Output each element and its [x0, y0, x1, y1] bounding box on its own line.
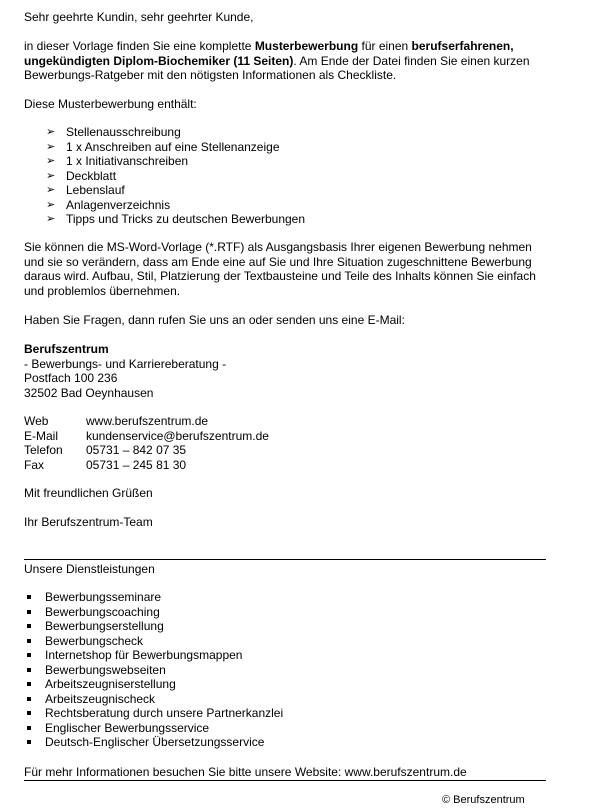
arrow-bullet-icon: ➢ — [46, 155, 56, 167]
square-bullet-icon — [27, 624, 31, 628]
contact-label: Fax — [24, 457, 45, 472]
arrow-bullet-icon: ➢ — [46, 126, 56, 138]
usage-paragraph: Sie können die MS-Word-Vorlage (*.RTF) als Ausgangsbasis Ihrer eigenen Bewerbung nehmen und sie so verändern, dass am Ende eine auf Sie und Ihre Situation zugeschnittene Bewerbung daraus wird. Aufbau, Stil, Platzierung der Textbausteine und Teile des Inhalts können Sie einfach und problemlos übernehmen. — [24, 240, 536, 298]
arrow-bullet-icon: ➢ — [46, 140, 56, 153]
table-row — [24, 429, 269, 444]
copyright-text: © Berufszentrum — [442, 794, 525, 806]
square-bullet-icon — [27, 740, 31, 744]
contact-label: Telefon — [24, 443, 63, 457]
contents-list — [46, 125, 305, 227]
company-postbox: Postfach 100 236 — [24, 371, 118, 385]
intro-text-3: . Am Ende der Datei finden Sie einen kurzen Bewerbungs-Ratgeber mit den nötigsten Informationen als Checkliste. — [24, 53, 530, 82]
services-heading: Unsere Dienstleistungen — [24, 562, 155, 576]
greeting: Sehr geehrte Kundin, sehr geehrter Kunde, — [24, 10, 254, 24]
square-bullet-icon — [27, 610, 31, 614]
contents-heading: Diese Musterbewerbung enthält: — [24, 97, 197, 111]
list-item: Bewerbungscoaching — [27, 605, 283, 620]
list-item: Rechtsberatung durch unsere Partnerkanzlei — [27, 706, 283, 721]
square-bullet-icon — [27, 595, 31, 599]
list-item: ➢ Deckblatt — [46, 168, 117, 183]
arrow-bullet-icon: ➢ — [46, 213, 56, 225]
list-item: Arbeitszeugniserstellung — [27, 677, 283, 692]
intro-text-2: für einen — [358, 39, 412, 53]
square-bullet-icon — [27, 697, 31, 701]
company-city: 32502 Bad Oeynhausen — [24, 385, 154, 400]
square-bullet-icon — [27, 668, 31, 672]
contact-phone-value: 05731 – 842 07 35 — [86, 443, 187, 457]
list-item: Arbeitszeugnischeck — [27, 692, 283, 707]
list-item: Bewerbungsseminare — [27, 590, 283, 605]
list-item: ➢ Lebenslauf — [46, 183, 125, 197]
list-item: Englischer Bewerbungsservice — [27, 721, 283, 736]
square-bullet-icon — [27, 639, 31, 643]
contact-fax-value: 05731 – 245 81 30 — [86, 457, 187, 472]
contact-label: Web — [24, 414, 49, 428]
arrow-bullet-icon: ➢ — [46, 169, 56, 182]
square-bullet-icon — [27, 726, 31, 730]
intro-bold-1: Musterbewerbung — [254, 39, 359, 53]
list-item: ➢ 1 x Initiativanschreiben — [46, 154, 189, 168]
contact-web-value: www.berufszentrum.de — [86, 414, 209, 428]
arrow-bullet-icon: ➢ — [46, 198, 56, 211]
list-item: Bewerbungscheck — [27, 634, 283, 649]
more-info-text: Für mehr Informationen besuchen Sie bitte unsere Website: www.berufszentrum.de — [24, 765, 467, 779]
list-item: Bewerbungserstellung — [27, 619, 283, 634]
closing-regards: Mit freundlichen Grüßen — [24, 486, 153, 500]
divider — [24, 559, 546, 560]
contact-email-value: kundenservice@berufszentrum.de — [86, 428, 269, 443]
signature-team: Ihr Berufszentrum-Team — [24, 515, 153, 529]
list-item: ➢ 1 x Anschreiben auf eine Stellenanzeige — [46, 139, 280, 154]
services-list — [27, 590, 283, 750]
company-address — [24, 342, 226, 400]
contact-label: E-Mail — [24, 428, 59, 443]
company-name: Berufszentrum — [24, 342, 109, 356]
table-row — [24, 458, 269, 473]
contact-table — [24, 414, 269, 472]
list-item: ➢ Tipps und Tricks zu deutschen Bewerbungen — [46, 212, 306, 226]
intro-text-1: in dieser Vorlage finden Sie eine komplette — [24, 39, 255, 53]
divider — [24, 780, 546, 781]
list-item: Bewerbungswebseiten — [27, 663, 283, 678]
questions-text: Haben Sie Fragen, dann rufen Sie uns an oder senden uns eine E-Mail: — [24, 313, 405, 327]
intro-bold-2: berufserfahrenen, ungekündigten Diplom-Biochemiker (11 Seiten) — [24, 39, 514, 68]
square-bullet-icon — [27, 682, 31, 686]
arrow-bullet-icon: ➢ — [46, 184, 56, 196]
square-bullet-icon — [27, 711, 31, 715]
list-item: Deutsch-Englischer Übersetzungsservice — [27, 735, 283, 750]
company-tagline: - Bewerbungs- und Karriereberatung - — [24, 356, 227, 371]
square-bullet-icon — [27, 653, 31, 657]
list-item: ➢ Anlagenverzeichnis — [46, 197, 171, 212]
table-row — [24, 414, 269, 429]
list-item: ➢ Stellenausschreibung — [46, 125, 181, 139]
table-row — [24, 443, 269, 458]
intro-paragraph — [24, 39, 546, 83]
list-item: Internetshop für Bewerbungsmappen — [27, 648, 283, 663]
